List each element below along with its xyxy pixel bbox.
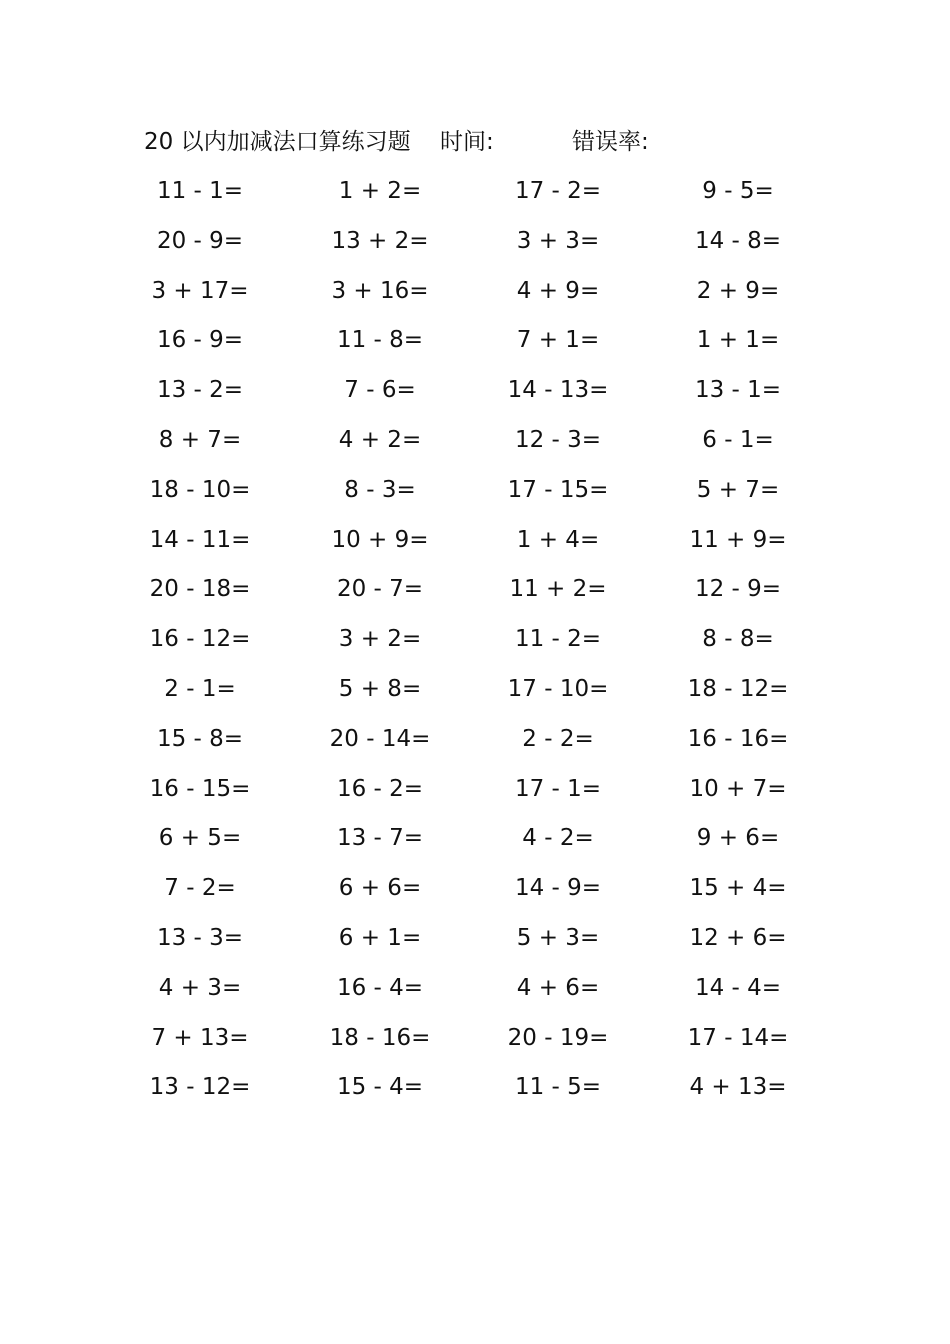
problem-row: [120, 1068, 840, 1118]
problem-row: [120, 421, 840, 471]
problem-row: [120, 770, 840, 820]
math-problem: 8 + 7=: [158, 426, 242, 453]
math-problem: 10 + 7=: [689, 775, 787, 802]
worksheet-title: 20 以内加减法口算练习题: [144, 129, 411, 155]
math-problem: 17 - 15=: [507, 476, 609, 503]
math-problem: 13 - 3=: [156, 924, 244, 951]
problem-row: [120, 321, 840, 371]
math-problem: 6 + 6=: [338, 875, 422, 902]
math-problem: 13 - 12=: [149, 1074, 251, 1101]
math-problem: 13 - 7=: [336, 825, 424, 852]
math-problem: 6 + 1=: [338, 924, 422, 951]
math-problem: 14 - 13=: [507, 377, 609, 404]
math-problem: 8 - 3=: [344, 476, 416, 503]
math-problem: 18 - 12=: [687, 675, 789, 702]
math-problem: 17 - 14=: [687, 1024, 789, 1051]
math-problem: 9 - 5=: [702, 178, 774, 204]
math-problem: 7 - 2=: [164, 875, 236, 902]
problem-row: [120, 1019, 840, 1069]
problem-row: [120, 371, 840, 421]
math-problem: 4 + 6=: [516, 974, 600, 1001]
math-problem: 15 + 4=: [689, 875, 787, 902]
math-problem: 11 - 1=: [156, 178, 244, 204]
problem-row: [120, 272, 840, 322]
math-problem: 16 - 2=: [336, 775, 424, 802]
math-problem: 20 - 14=: [329, 725, 431, 752]
problem-grid: [120, 172, 840, 1118]
problem-row: [120, 670, 840, 720]
math-problem: 17 - 10=: [507, 675, 609, 702]
problem-row: [120, 222, 840, 272]
math-problem: 3 + 2=: [338, 626, 422, 653]
worksheet-header: [144, 124, 804, 160]
math-problem: 12 - 3=: [514, 426, 602, 453]
math-problem: 5 + 3=: [516, 924, 600, 951]
math-problem: 6 + 5=: [158, 825, 242, 852]
math-problem: 9 + 6=: [696, 825, 780, 852]
problem-row: [120, 620, 840, 670]
math-problem: 18 - 16=: [329, 1024, 431, 1051]
problem-row: [120, 172, 840, 222]
math-problem: 13 - 1=: [694, 377, 782, 404]
math-problem: 17 - 1=: [514, 775, 602, 802]
math-problem: 14 - 8=: [694, 227, 782, 254]
math-problem: 12 - 9=: [694, 576, 782, 603]
problem-row: [120, 521, 840, 571]
math-problem: 6 - 1=: [702, 426, 774, 453]
math-problem: 20 - 19=: [507, 1024, 609, 1051]
math-problem: 4 + 9=: [516, 277, 600, 304]
math-problem: 15 - 8=: [156, 725, 244, 752]
math-problem: 11 + 2=: [509, 576, 607, 603]
problem-row: [120, 720, 840, 770]
math-problem: 2 - 1=: [164, 675, 236, 702]
problem-row: [120, 819, 840, 869]
math-problem: 16 - 16=: [687, 725, 789, 752]
math-problem: 1 + 1=: [696, 327, 780, 354]
math-problem: 20 - 7=: [336, 576, 424, 603]
problem-row: [120, 969, 840, 1019]
math-problem: 14 - 9=: [514, 875, 602, 902]
math-problem: 7 + 13=: [151, 1024, 249, 1051]
math-problem: 11 + 9=: [689, 526, 787, 553]
math-problem: 5 + 8=: [338, 675, 422, 702]
math-problem: 4 + 2=: [338, 426, 422, 453]
error-rate-label: 错误率:: [572, 129, 649, 155]
math-problem: 13 - 2=: [156, 377, 244, 404]
math-problem: 4 + 13=: [689, 1074, 787, 1101]
math-problem: 14 - 11=: [149, 526, 251, 553]
problem-row: [120, 570, 840, 620]
math-problem: 7 - 6=: [344, 377, 416, 404]
problem-row: [120, 471, 840, 521]
math-problem: 17 - 2=: [514, 178, 602, 204]
math-problem: 7 + 1=: [516, 327, 600, 354]
math-problem: 1 + 4=: [516, 526, 600, 553]
math-problem: 11 - 5=: [514, 1074, 602, 1101]
math-problem: 1 + 2=: [338, 178, 422, 204]
math-problem: 5 + 7=: [696, 476, 780, 503]
problem-row: [120, 869, 840, 919]
math-problem: 11 - 2=: [514, 626, 602, 653]
math-problem: 11 - 8=: [336, 327, 424, 354]
math-problem: 13 + 2=: [331, 227, 429, 254]
math-problem: 16 - 15=: [149, 775, 251, 802]
time-label: 时间:: [440, 129, 494, 155]
math-problem: 3 + 3=: [516, 227, 600, 254]
math-problem: 12 + 6=: [689, 924, 787, 951]
math-problem: 15 - 4=: [336, 1074, 424, 1101]
math-problem: 3 + 16=: [331, 277, 429, 304]
math-problem: 16 - 9=: [156, 327, 244, 354]
math-problem: 8 - 8=: [702, 626, 774, 653]
math-problem: 4 + 3=: [158, 974, 242, 1001]
math-problem: 2 - 2=: [522, 725, 594, 752]
math-problem: 14 - 4=: [694, 974, 782, 1001]
math-problem: 20 - 9=: [156, 227, 244, 254]
math-problem: 16 - 4=: [336, 974, 424, 1001]
math-problem: 3 + 17=: [151, 277, 249, 304]
math-problem: 16 - 12=: [149, 626, 251, 653]
math-problem: 20 - 18=: [149, 576, 251, 603]
math-problem: 4 - 2=: [522, 825, 594, 852]
math-problem: 18 - 10=: [149, 476, 251, 503]
problem-row: [120, 919, 840, 969]
math-problem: 2 + 9=: [696, 277, 780, 304]
math-problem: 10 + 9=: [331, 526, 429, 553]
